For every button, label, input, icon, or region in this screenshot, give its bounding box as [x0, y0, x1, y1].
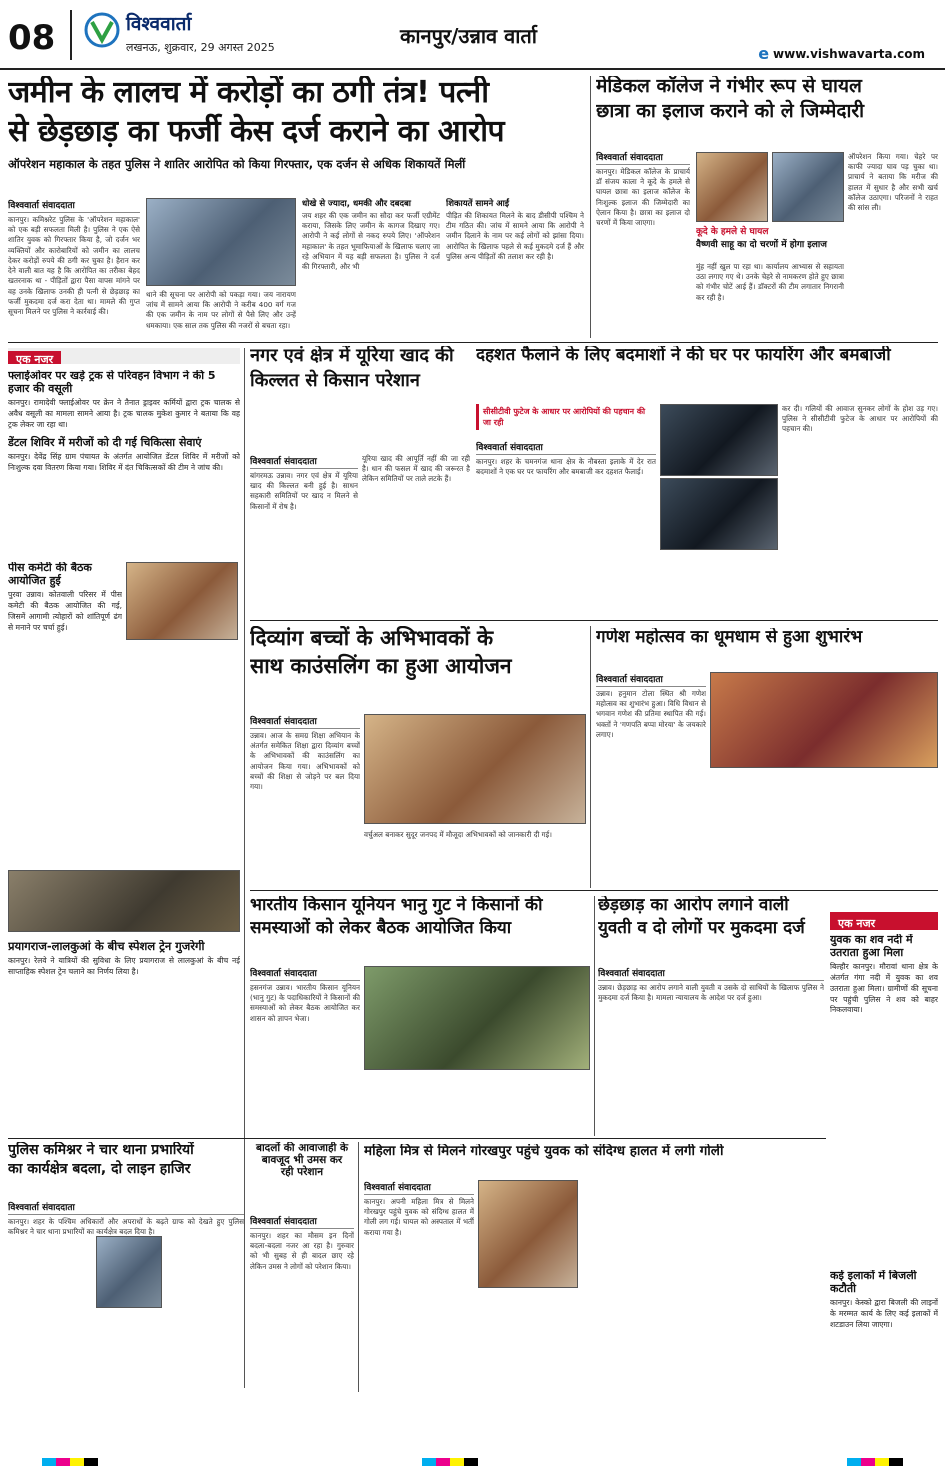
website-link[interactable] — [758, 44, 925, 63]
section-rule — [8, 1138, 826, 1139]
ek-nazar-top-body4: कानपुर। रेलवे ने यात्रियों की सुविधा के लिए प्रयागराज से लालकुआं के बीच नई साप्ताहिक स्पेशल ट्रेन चलाने का निर्णय लिया है। — [8, 956, 240, 976]
ganesh-body: उन्नाव। हनुमान टोला स्थित श्री गणेश महोत्सव का शुभारंभ हुआ। विधि विधान से भगवान गणेश की प्रतिमा स्थापित की गई। भक्तों ने 'गणपति बप्पा मोरया' के जयकारे लगाए। — [596, 689, 706, 739]
lead-body-col4: पीड़ित की शिकायत मिलने के बाद डीसीपी पश्चिम ने टीम गठित की। जांच में सामने आया कि आरोपी ने जमीन दिलाने के नाम पर कई लोगों को झांसा दिया। आरोपित के खिलाफ पहले से कई मुकदमे दर्ज हैं और पुलिस अन्य पीड़ितों की तलाश कर रही है। — [446, 211, 584, 261]
firing-note-text: सीसीटीवी फुटेज के आधार पर आरोपियों की पहचान की जा रही — [476, 404, 656, 430]
masthead — [0, 0, 945, 70]
ek-nazar-top-body3: पुरवा उन्नाव। कोतवाली परिसर में पीस कमेटी की बैठक आयोजित की गई, जिसमें आगामी त्योहारों को शांतिपूर्ण ढंग से मनाने पर चर्चा हुई। — [8, 590, 122, 632]
divyang-headline-line2: साथ काउंसलिंग का हुआ आयोजन — [250, 654, 512, 679]
medical-col3 — [848, 152, 938, 338]
chhedchhad-col — [598, 966, 824, 1136]
monsoon-headline-line2: बावजूद भी उमस कर — [261, 1154, 343, 1167]
police-headline-block — [8, 1142, 244, 1198]
firing-col1 — [476, 440, 656, 616]
monsoon-col — [250, 1214, 354, 1390]
kisan-byline: विश्ववार्ता संवाददाता — [250, 966, 360, 981]
medical-headline-line2: छात्रा का इलाज कराने को ले जिम्मेदारी — [596, 99, 865, 122]
section-title: कानपुर/उन्नाव वार्ता — [400, 24, 537, 48]
divyang-col1 — [250, 714, 360, 884]
peace-meeting-photo — [8, 870, 240, 932]
ek-nazar-right-story2 — [830, 1270, 938, 1390]
lead-col3 — [302, 198, 440, 338]
ek-nazar-top-body2: कानपुर। देवेंद्र सिंह ग्राम पंचायत के अंतर्गत आयोजित डेंटल शिविर में मरीजों को निःशुल्क दवा वितरण किया गया। शिविर में दंत चिकित्सकों की टीम ने जांच की। — [8, 452, 240, 473]
kisan-col1 — [250, 966, 360, 1122]
monsoon-body: कानपुर। शहर का मौसम इन दिनों बदला-बदला नजर आ रहा है। गुरुवार को भी सुबह से ही बादल छाए रहे लेकिन उमस ने लोगों को परेशान किया। — [250, 1231, 354, 1271]
ganesh-col1 — [596, 672, 706, 888]
firing-byline: विश्ववार्ता संवाददाता — [476, 440, 656, 455]
chhedchhad-headline-block — [598, 896, 824, 966]
lead-body-col2: थाने की सूचना पर आरोपी को पकड़ा गया। जय नारायण जांच में सामने आया कि आरोपी ने करीब 400 वर्ग गज की एक जमीन के नाम पर लोगों से पैसे लिए और उन्हें धमकाया। एक साल तक पुलिस की नजरों से बचता रहा। — [146, 290, 296, 330]
ganesh-headline: गणेश महोत्सव का धूमधाम से हुआ शुभारंभ — [596, 628, 863, 647]
section-rule — [250, 620, 938, 621]
monsoon-headline-line1: बादलों की आवाजाही के — [255, 1142, 349, 1154]
ek-nazar-top-banner — [8, 348, 240, 364]
web-icon: e — [758, 44, 770, 63]
ganesh-headline-block — [596, 628, 938, 668]
divyang-photo — [364, 714, 586, 824]
police-headline-line1: पुलिस कमिश्नर ने चार थाना प्रभारियों — [8, 1142, 194, 1158]
urea-headline-block — [250, 346, 470, 442]
urea-body-col1: बांगरमऊ उन्नाव। नगर एवं क्षेत्र में यूरिया खाद की किल्लत बनी हुई है। साधन सहकारी समितियों पर खाद न मिलने से किसानों में रोष है। — [250, 471, 358, 511]
column-divider — [590, 76, 591, 338]
police-body: कानपुर। शहर के पश्चिम अधिकारों और अपराधों के बढ़ते ग्राफ को देखते हुए पुलिस कमिश्नर ने चार थाना प्रभारियों का कार्यक्षेत्र बदल दिया है। — [8, 1217, 244, 1237]
medical-body-col2: मुंह नहीं खुल पा रहा था। कार्यालय आभ्यास से सहायता उठा लगाए गए थे। उनके चेहरे से नामकरण होते हुए छात्रा को गंभीर चोटें आई हैं। डॉक्टरों की टीम लगातार निगरानी कर रही है। — [696, 262, 844, 302]
firing-headline: दहशत फैलाने के लिए बदमाशों ने की घर पर फायरिंग और बमबाजी — [476, 346, 891, 365]
column-divider — [358, 1142, 359, 1392]
chhedchhad-body: उन्नाव। छेड़छाड़ का आरोप लगाने वाली युवती व उसके दो साथियों के खिलाफ पुलिस ने मुकदमा दर्ज किया है। मामला न्यायालय के आदेश पर दर्ज हुआ। — [598, 983, 824, 1003]
monsoon-byline: विश्ववार्ता संवाददाता — [250, 1214, 354, 1229]
urea-col1 — [250, 454, 358, 614]
ek-nazar-top-tag: एक नजर — [8, 351, 61, 364]
urea-body-col2: यूरिया खाद की आपूर्ति नहीं की जा रही है। धान की फसल में खाद की जरूरत है लेकिन समितियों पर ताले लटके हैं। — [362, 454, 470, 484]
ek-nazar-right-subhead2: कई इलाकों में बिजली कटौती — [830, 1270, 917, 1295]
ek-nazar-right-body: बिल्हौर कानपुर। मौरावां थाना क्षेत्र के अंतर्गत गंगा नदी में युवक का शव उतराता हुआ मिला। ग्रामीणों की सूचना पर पहुंची पुलिस ने शव को बाहर निकलवाया। — [830, 962, 938, 1015]
ek-nazar-top-subhead2: डेंटल शिविर में मरीजों को दी गई चिकित्सा सेवाएं — [8, 435, 202, 449]
medical-byline: विश्ववार्ता संवाददाता — [596, 150, 690, 165]
divyang-headline-block — [250, 626, 586, 706]
medical-col1 — [596, 150, 690, 338]
lead-col2 — [146, 290, 296, 338]
medical-photo-2 — [772, 152, 844, 222]
monsoon-headline-line3: रही परेशान — [280, 1166, 324, 1179]
color-bar-left — [42, 1458, 98, 1466]
ek-nazar-right-body2: कानपुर। केस्को द्वारा बिजली की लाइनों के मरम्मत कार्य के लिए कई इलाकों में शटडाउन लिया जाएगा। — [830, 1298, 938, 1329]
kisan-headline-line1: भारतीय किसान यूनियन भानु गुट ने किसानों की — [250, 896, 543, 915]
column-divider — [594, 896, 595, 1136]
medical-headline-line1: मेडिकल कॉलेज ने गंभीर रूप से घायल — [596, 76, 862, 97]
lead-col4 — [446, 198, 584, 338]
ek-nazar-top-subhead3: पीस कमेटी की बैठक आयोजित हुई — [8, 562, 92, 587]
medical-photo-1 — [696, 152, 768, 222]
medical-caption-1: कूदे के हमले से घायल — [696, 227, 769, 237]
chhedchhad-headline-line1: छेड़छाड़ का आरोप लगाने वाली — [598, 896, 789, 915]
lead-subheading-b: शिकायतें सामने आईं — [446, 199, 510, 209]
lead-body-col3: जय शहर की एक जमीन का सौदा कर फर्जी एग्रीमेंट कराया, जिसके लिए जमीन के कागज दिखाए गए। आरोपी ने कई लोगों से नकद रुपये लिए। 'ऑपरेशन महाकाल' के तहत भूमाफियाओं के खिलाफ चलाए जा रहे अभियान में यह बड़ी सफलता है। पुलिस ने दर्ज की गिरफ्तारी, और भी — [302, 211, 440, 272]
ek-nazar-top-body: कानपुर। रामादेवी फ्लाईओवर पर क्रेन ने तैनात ड्राइवर कर्मियों द्वारा ट्रक चालक से अवैध वसूली का मामला सामने आया है। ट्रक चालक मुकेश कुमार ने बताया कि वह ट्रक लेकर जा रहा था। — [8, 398, 240, 429]
ek-nazar-top-headline: फ्लाईओवर पर खड़े ट्रक से परिवहन विभाग ने की 5 हजार की वसूली — [8, 370, 216, 395]
medical-body-col1: कानपुर। मेडिकल कॉलेज के प्राचार्य डॉ संजय काला ने कूदे के हमले से घायल छात्रा का इलाज कॉलेज के निःशुल्क इलाज की जिम्मेदारी का ऐलान किया है। छात्रा का इलाज दो चरणों में किया जाएगा। — [596, 167, 690, 228]
kisan-headline-block — [250, 896, 596, 966]
goli-photo — [478, 1180, 578, 1288]
police-commissioner-photo — [96, 1236, 162, 1308]
dental-camp-photo — [126, 562, 238, 640]
brand-logo-icon — [84, 12, 120, 48]
lead-headline-line1: जमीन के लालच में करोड़ों का ठगी तंत्र! पत्नी — [8, 76, 489, 110]
firing-cctv-photo-2 — [660, 478, 778, 550]
brand-name: विश्ववार्ता — [126, 13, 192, 35]
masthead-divider — [70, 10, 72, 60]
firing-headline-block — [476, 346, 938, 402]
divyang-body: उन्नाव। आज के समग्र शिक्षा अभियान के अंतर्गत समेकित शिक्षा द्वारा दिव्यांग बच्चों के अभिभावकों की काउंसलिंग का आयोजन किया गया। अभिभावकों को बच्चों की शिक्षा से जोड़ने पर बल दिया गया। — [250, 731, 360, 792]
lead-subhead: ऑपरेशन महाकाल के तहत पुलिस ने शातिर आरोपित को किया गिरफ्तार, एक दर्जन से अधिक शिकायतें मिलीं — [8, 157, 466, 171]
police-byline: विश्ववार्ता संवाददाता — [8, 1200, 244, 1215]
kisan-photo — [364, 966, 590, 1070]
section-rule — [8, 342, 938, 343]
ek-nazar-top-story — [8, 370, 240, 560]
goli-headline: महिला मित्र से मिलने गोरखपुर पहुंचे युवक को संदिग्ध हालत में लगी गोली — [364, 1144, 724, 1159]
kisan-body: हसनगंज उन्नाव। भारतीय किसान यूनियन (भानु गुट) के पदाधिकारियों ने किसानों की समस्याओं को लेकर बैठक आयोजित कर शासन को ज्ञापन भेजा। — [250, 983, 360, 1023]
divyang-byline: विश्ववार्ता संवाददाता — [250, 714, 360, 729]
goli-col1 — [364, 1180, 474, 1390]
column-divider — [590, 626, 591, 888]
urea-byline: विश्ववार्ता संवाददाता — [250, 454, 358, 469]
firing-body-col2: कर दी। गलियों की आवाज सुनकर लोगों के होश उड़ गए। पुलिस ने सीसीटीवी फुटेज के आधार पर आरोपियों की पहचान की। — [782, 404, 938, 434]
ek-nazar-right-banner — [830, 912, 938, 930]
ek-nazar-right-headline: युवक का शव नदी में उतराता हुआ मिला — [830, 934, 913, 959]
divyang-headline-line1: दिव्यांग बच्चों के अभिभावकों के — [250, 626, 494, 650]
color-bar-right — [847, 1458, 903, 1466]
section-rule — [250, 890, 938, 891]
lead-headline-block — [8, 76, 586, 186]
firing-col2 — [782, 404, 938, 616]
police-headline-line2: का कार्यक्षेत्र बदला, दो लाइन हाजिर — [8, 1161, 191, 1178]
urea-headline-line1: नगर एवं क्षेत्र में यूरिया खाद की — [250, 346, 454, 366]
page-number: 08 — [8, 18, 56, 58]
medical-col2 — [696, 262, 844, 338]
goli-headline-block — [364, 1144, 826, 1178]
lead-body-col1: कानपुर। कमिश्नरेट पुलिस के 'ऑपरेशन महाकाल' को एक बड़ी सफलता मिली है। पुलिस ने एक ऐसे शातिर युवक को गिरफ्तार किया है, जो दर्जन भर व्यक्तियों और कारोबारियों को जमीन का लालच देकर करोड़ों रुपये की ठगी कर चुका है। हैरान कर देने वाली बात यह है कि आरोपित का तरीका बेहद खतरनाक था - पीड़ितों द्वारा पैसा वापस मांगने पर वह उनके खिलाफ उनकी ही पत्नी से छेड़छाड़ का फर्जी मुकदमा दर्ज करा देता था। मामले की गुप्त सूचना मिलने पर पुलिस ने कार्रवाई की। — [8, 215, 140, 316]
goli-body: कानपुर। अपनी महिला मित्र से मिलने गोरखपुर पहुंचे युवक को संदिग्ध हालत में गोली लग गई। घायल को अस्पताल में भर्ती कराया गया है। — [364, 1197, 474, 1237]
train-story — [8, 940, 240, 1060]
divyang-col2 — [364, 830, 586, 886]
medical-photo-caption — [696, 224, 844, 260]
color-bar-center — [422, 1458, 478, 1466]
lead-col1 — [8, 198, 140, 338]
ganesh-photo — [710, 672, 938, 768]
ek-nazar-top-subhead4: प्रयागराज-लालकुआं के बीच स्पेशल ट्रेन गुजरेगी — [8, 940, 205, 953]
ek-nazar-right-tag: एक नजर — [838, 917, 876, 930]
print-footer — [2, 1400, 943, 1470]
firing-cctv-photo-1 — [660, 404, 778, 476]
kisan-headline-line2: समस्याओं को लेकर बैठक आयोजित किया — [250, 917, 512, 938]
ganesh-byline: विश्ववार्ता संवाददाता — [596, 672, 706, 687]
urea-col2 — [362, 454, 470, 614]
column-divider — [244, 348, 245, 1388]
website-url: www.vishwavarta.com — [773, 46, 925, 61]
ek-nazar-top-col — [8, 562, 122, 862]
lead-headline-line2: से छेड़छाड़ का फर्जी केस दर्ज कराने का आरोप — [8, 113, 505, 149]
chhedchhad-headline-line2: युवती व दो लोगों पर मुकदमा दर्ज — [598, 917, 805, 938]
firing-body-col1: कानपुर। शहर के चमनगंज थाना क्षेत्र के नौबस्ता इलाके में देर रात बदमाशों ने एक घर पर फायरिंग और बमबाजी कर दहशत फैलाई। — [476, 457, 656, 477]
medical-caption-2: वैष्णवी साहू का दो चरणों में होगा इलाज — [696, 240, 827, 250]
urea-headline-line2: किल्लत से किसान परेशान — [250, 369, 420, 391]
chhedchhad-byline: विश्ववार्ता संवाददाता — [598, 966, 824, 981]
medical-body-col3: ऑपरेशन किया गया। चेहरे पर काफी ज्यादा घाव पड़ चुका था। प्राचार्य ने बताया कि मरीज की हालत में सुधार है और सभी खर्च कॉलेज उठाएगा। परिजनों ने राहत की सांस ली। — [848, 152, 938, 213]
ek-nazar-right-story — [830, 934, 938, 1254]
monsoon-headline-block — [250, 1142, 354, 1212]
medical-headline-block — [596, 76, 938, 146]
divyang-body2: वर्चुअल बनाकर सुदूर जनपद में मौजूदा अभिभावकों को जानकारी दी गई। — [364, 830, 552, 839]
goli-byline: विश्ववार्ता संवाददाता — [364, 1180, 474, 1195]
lead-subheading-a: धोखे से ज्यादा, धमकी और दबदबा — [302, 199, 412, 209]
lead-byline: विश्ववार्ता संवाददाता — [8, 198, 140, 213]
lead-photo — [146, 198, 296, 286]
dateline: लखनऊ, शुक्रवार, 29 अगस्त 2025 — [126, 41, 275, 54]
firing-note — [476, 404, 656, 434]
